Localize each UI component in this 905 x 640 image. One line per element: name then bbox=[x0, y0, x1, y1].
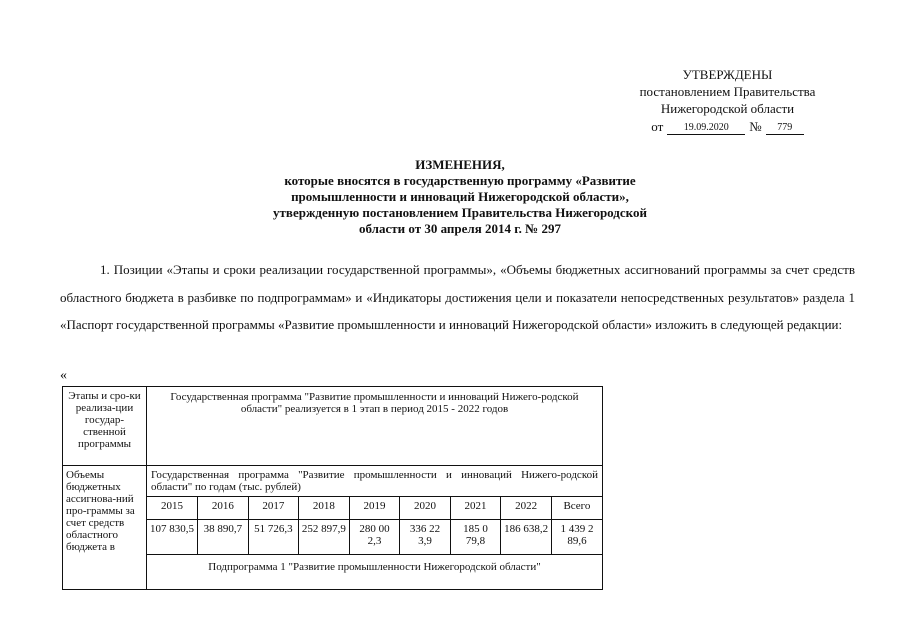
approval-line-2: постановлением Правительства bbox=[639, 84, 816, 99]
approval-from-label: от bbox=[651, 119, 664, 134]
opening-quote: « bbox=[60, 368, 67, 383]
value-cell: 107 830,5 bbox=[147, 520, 198, 555]
title-line-3: промышленности и инноваций Нижегородской области», bbox=[291, 189, 629, 204]
budget-years-table bbox=[147, 496, 602, 554]
year-cell: 2019 bbox=[349, 497, 400, 520]
value-cell: 185 0 79,8 bbox=[450, 520, 501, 555]
year-cell: 2017 bbox=[248, 497, 299, 520]
title-line-5: области от 30 апреля 2014 г. № 297 bbox=[359, 221, 561, 236]
value-cell: 336 22 3,9 bbox=[400, 520, 451, 555]
year-cell-total: Всего bbox=[551, 497, 602, 520]
row-label-stages: Этапы и сро-ки реализа-ции государ-ственной программы bbox=[63, 387, 147, 466]
subprogram-heading: Подпрограмма 1 "Развитие промышленности Нижегородской области" bbox=[147, 555, 603, 590]
budget-cell bbox=[147, 466, 603, 555]
approval-number: 779 bbox=[766, 122, 804, 135]
year-cell: 2021 bbox=[450, 497, 501, 520]
row-label-budget: Объемы бюджетных ассигнова-ний про-граммы за счет средств областного бюджета в bbox=[63, 466, 147, 590]
year-cell: 2020 bbox=[400, 497, 451, 520]
approval-title: УТВЕРЖДЕНЫ bbox=[682, 67, 773, 82]
row-content-stages: Государственная программа "Развитие промышленности и инноваций Нижего-родской области" реализуется в 1 этап в период 2015 - 2022 годов bbox=[147, 387, 603, 466]
year-cell: 2015 bbox=[147, 497, 198, 520]
table-row bbox=[63, 387, 603, 466]
title-line-4: утвержденную постановлением Правительства Нижегородской bbox=[273, 205, 647, 220]
value-cell: 186 638,2 bbox=[501, 520, 552, 555]
values-row bbox=[147, 520, 602, 555]
approval-date: 19.09.2020 bbox=[667, 122, 745, 135]
value-cell-total: 1 439 2 89,6 bbox=[551, 520, 602, 555]
paragraph-text: 1. Позиции «Этапы и сроки реализации государственной программы», «Объемы бюджетных ассигнований программы за счет средств областного бюджета в разбивке по подпрограммам» и «Индикаторы достижения цели и показатели непосредственных результатов» раздела 1 «Паспорт государственной программы «Развитие промышленности и инноваций Нижегородской области» изложить в следующей редакции: bbox=[60, 262, 855, 332]
passport-table bbox=[62, 386, 603, 590]
title-line-2: которые вносятся в государственную программу «Развитие bbox=[284, 173, 636, 188]
years-row bbox=[147, 497, 602, 520]
approval-number-label: № bbox=[749, 119, 762, 134]
document-title bbox=[160, 157, 760, 237]
body-paragraph bbox=[60, 256, 855, 339]
table-row bbox=[63, 466, 603, 555]
approval-line-3: Нижегородской области bbox=[660, 101, 795, 116]
year-cell: 2022 bbox=[501, 497, 552, 520]
value-cell: 280 00 2,3 bbox=[349, 520, 400, 555]
value-cell: 252 897,9 bbox=[299, 520, 350, 555]
value-cell: 38 890,7 bbox=[198, 520, 249, 555]
budget-intro: Государственная программа "Развитие промышленности и инноваций Нижего-родской области" по годам (тыс. рублей) bbox=[151, 469, 598, 493]
title-line-1: ИЗМЕНЕНИЯ, bbox=[415, 157, 505, 172]
approval-date-line bbox=[600, 118, 855, 135]
approval-stamp bbox=[600, 66, 855, 135]
year-cell: 2016 bbox=[198, 497, 249, 520]
value-cell: 51 726,3 bbox=[248, 520, 299, 555]
year-cell: 2018 bbox=[299, 497, 350, 520]
